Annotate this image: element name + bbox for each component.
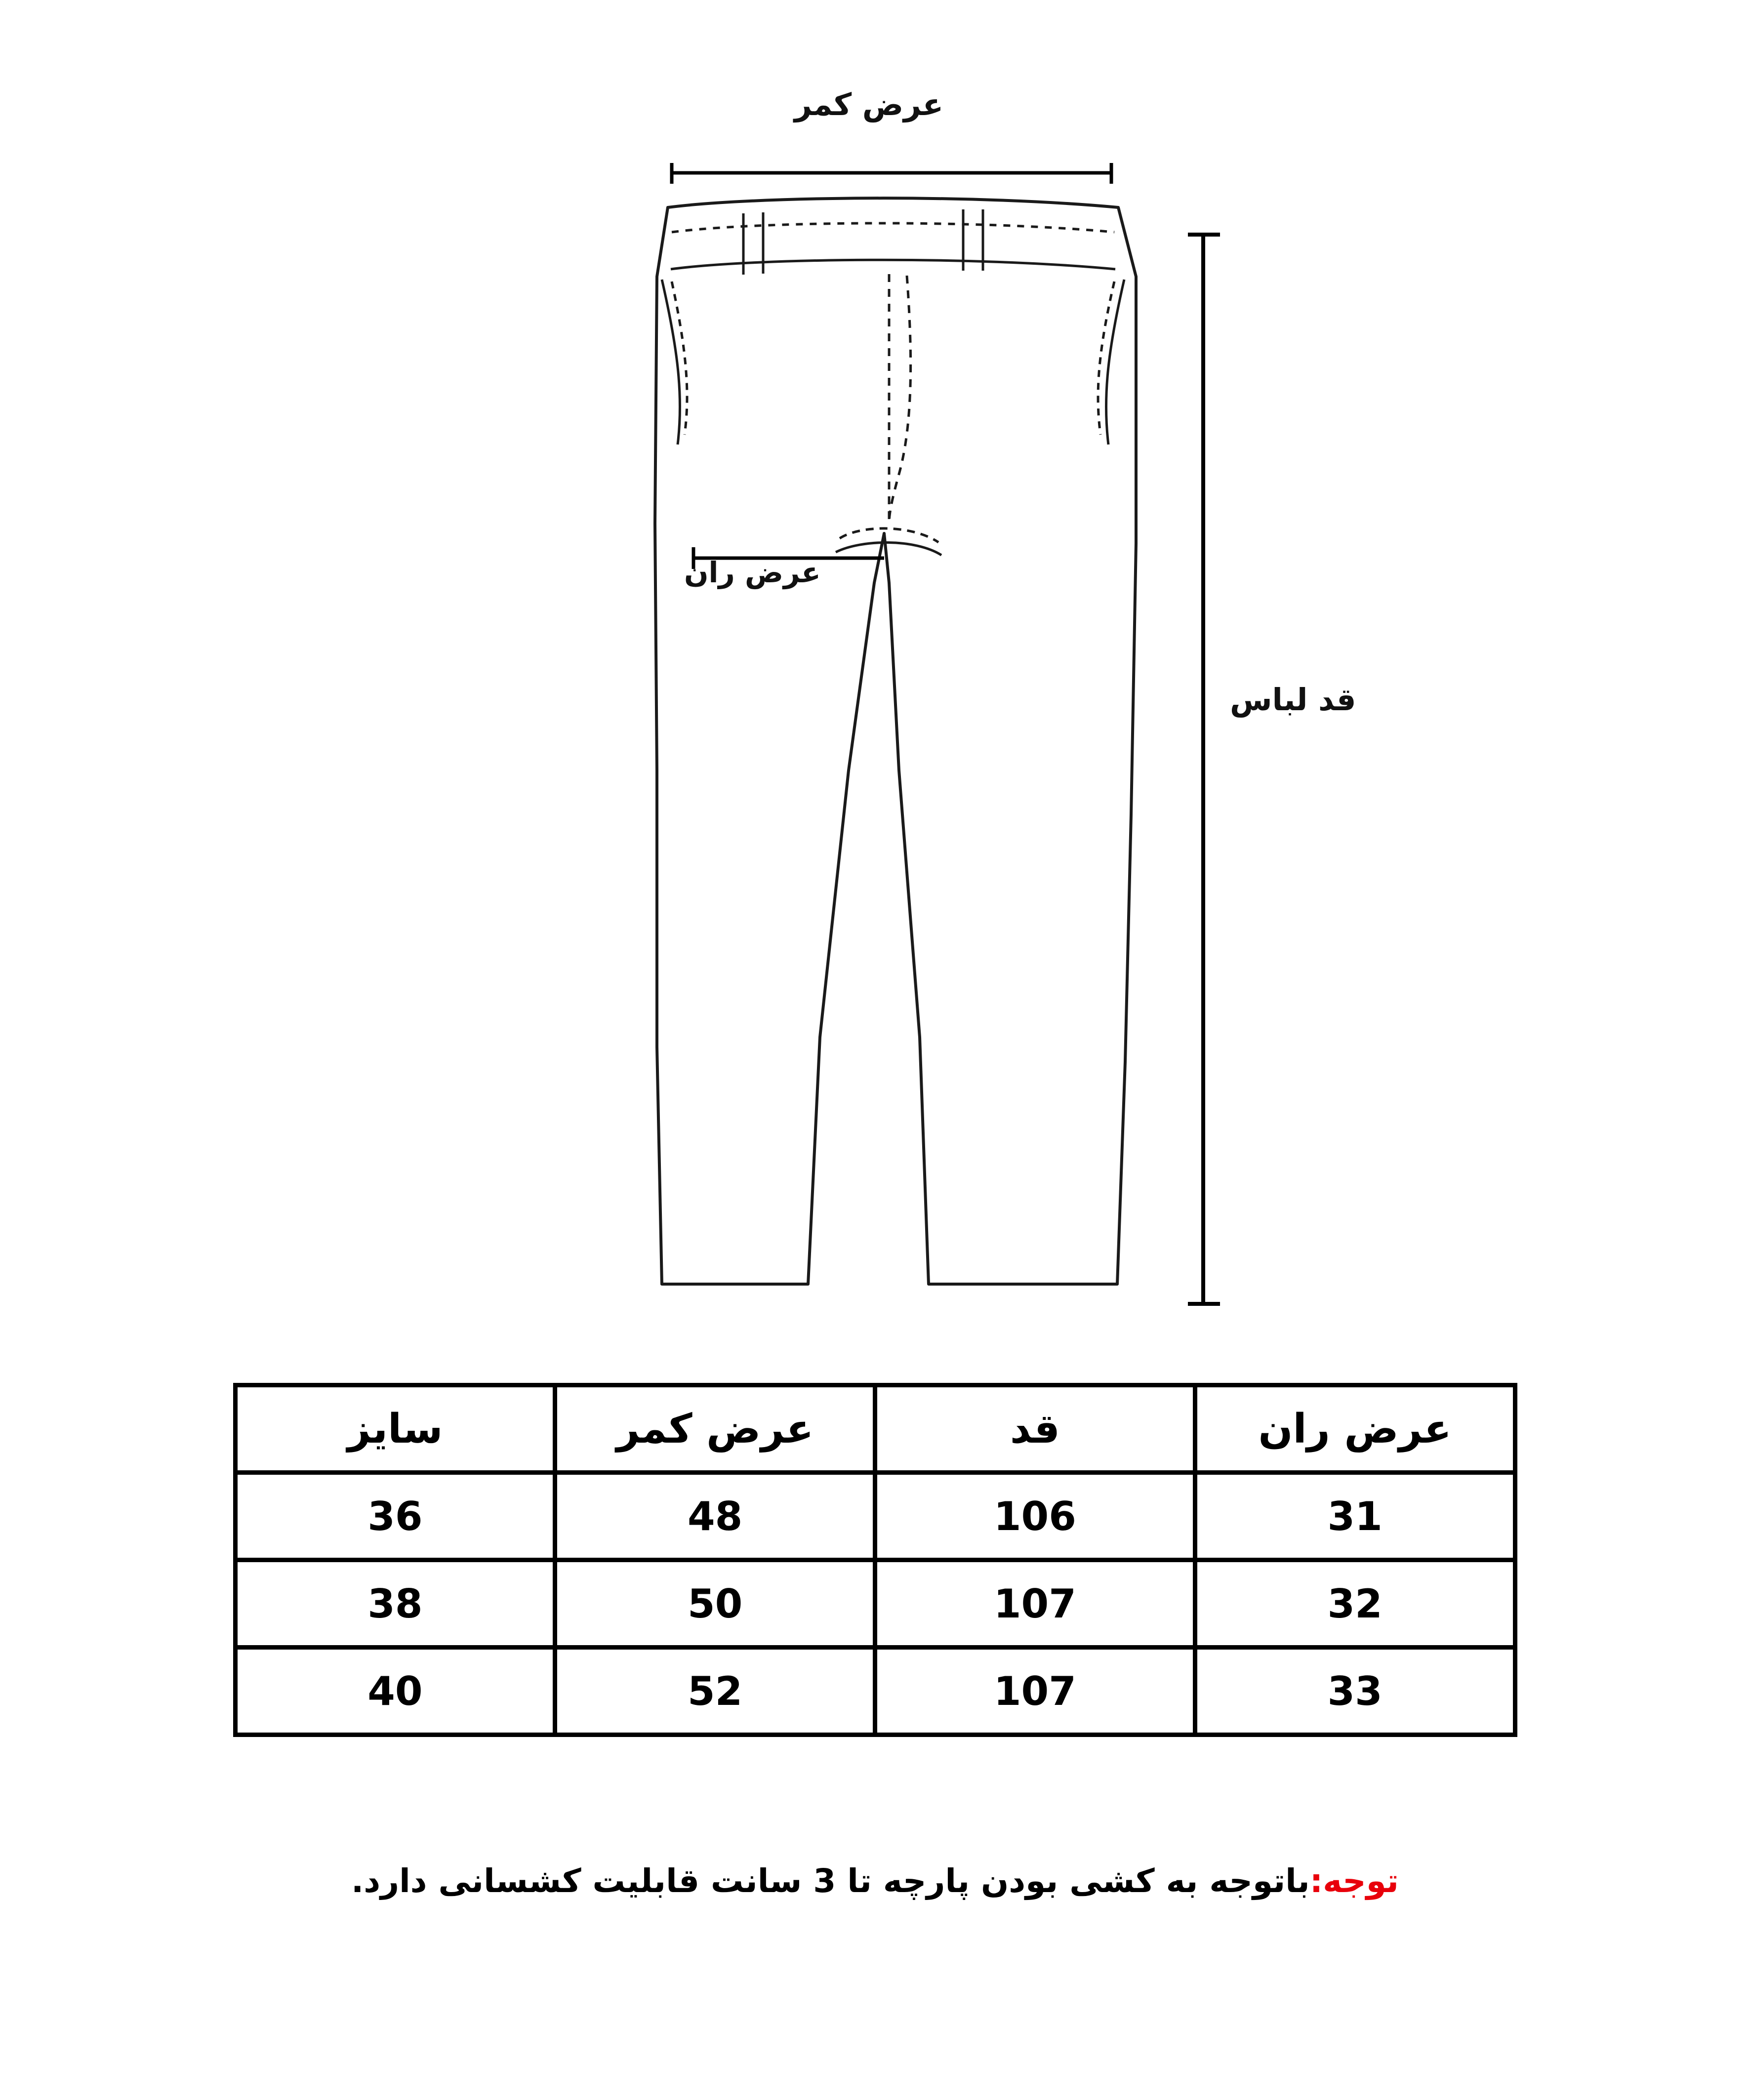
waist-measure-line [672, 163, 1111, 184]
label-thigh-width: عرض ران [684, 556, 821, 589]
size-table [233, 1383, 1517, 1737]
cell-thigh: 32 [1195, 1560, 1515, 1648]
trouser-outline [655, 198, 1136, 1284]
cell-thigh: 31 [1195, 1473, 1515, 1560]
stretch-note [0, 1862, 1750, 1900]
table-row [235, 1648, 1515, 1735]
note-text: باتوجه به کشی بودن پارچه تا 3 سانت قابلیت کشسانی دارد. [351, 1862, 1310, 1900]
cell-size: 36 [235, 1473, 555, 1560]
note-prefix: توجه: [1309, 1862, 1399, 1900]
table-header-row [235, 1385, 1515, 1473]
cell-thigh: 33 [1195, 1648, 1515, 1735]
table-row [235, 1560, 1515, 1648]
table-header-waist: عرض کمر [555, 1385, 875, 1473]
length-measure-line [1188, 235, 1220, 1304]
cell-length: 106 [875, 1473, 1195, 1560]
table-header-thigh: عرض ران [1195, 1385, 1515, 1473]
cell-waist: 50 [555, 1560, 875, 1648]
size-table-container [0, 1383, 1750, 1737]
label-waist-width: عرض کمر [794, 86, 944, 122]
cell-length: 107 [875, 1648, 1195, 1735]
table-row [235, 1473, 1515, 1560]
table-header-size: سایز [235, 1385, 555, 1473]
table-header-length: قد [875, 1385, 1195, 1473]
cell-waist: 48 [555, 1473, 875, 1560]
label-garment-length: قد لباس [1230, 682, 1356, 718]
cell-size: 40 [235, 1648, 555, 1735]
cell-size: 38 [235, 1560, 555, 1648]
cell-length: 107 [875, 1560, 1195, 1648]
cell-waist: 52 [555, 1648, 875, 1735]
